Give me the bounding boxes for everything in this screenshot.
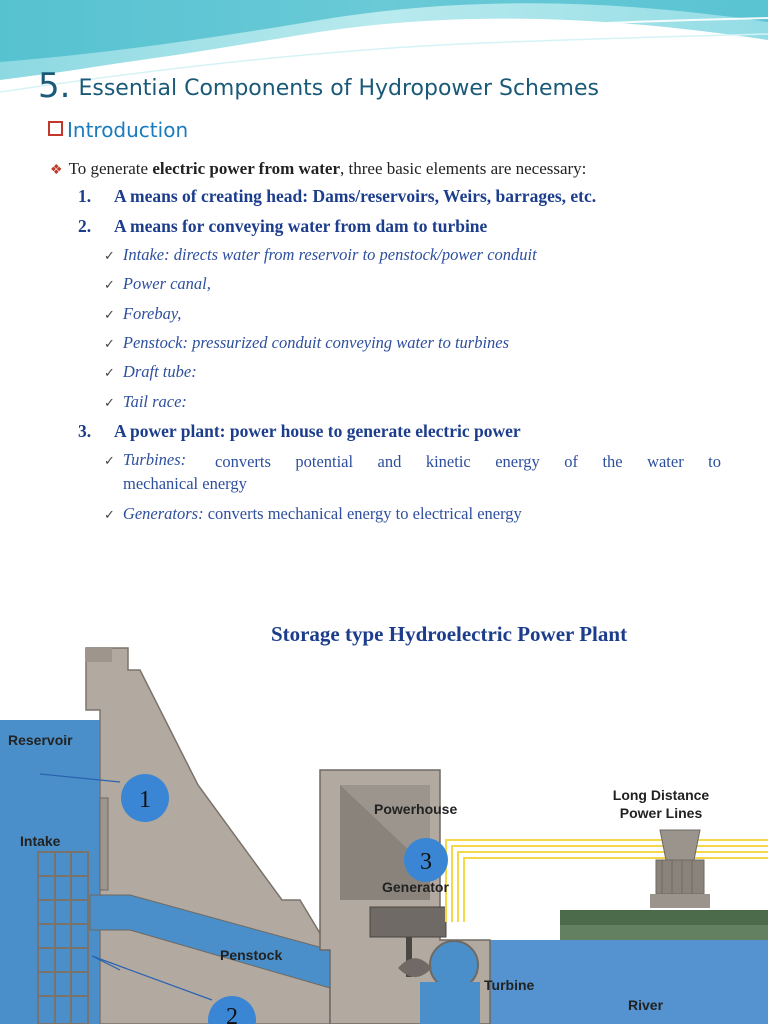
sub-item-text: Forebay, bbox=[122, 304, 182, 323]
item-number: 2. bbox=[78, 216, 92, 236]
label-generator: Generator bbox=[382, 879, 449, 895]
item-text: A power plant: power house to generate electric power bbox=[114, 421, 521, 441]
generator bbox=[370, 907, 446, 937]
checkmark-icon: ✓ bbox=[104, 365, 115, 380]
slide-number: 5. bbox=[38, 66, 71, 106]
diagram-title: Storage type Hydroelectric Power Plant bbox=[270, 622, 628, 646]
turbine bbox=[430, 941, 478, 989]
sub-item-text: Penstock: pressurized conduit conveying water to turbines bbox=[122, 333, 510, 352]
diamond-bullet-icon: ❖ bbox=[50, 163, 63, 178]
sub-item-text: Draft tube: bbox=[122, 362, 197, 381]
list-item-3 bbox=[78, 421, 521, 442]
marker-2-label: 2 bbox=[226, 1004, 238, 1024]
label-powerhouse: Powerhouse bbox=[374, 801, 458, 817]
checkmark-icon: ✓ bbox=[104, 453, 115, 468]
sub-item-desc: converts mechanical energy to electrical energy bbox=[207, 504, 522, 523]
sub-item-turbines-desc bbox=[123, 450, 721, 474]
sub-item-term: Generators: bbox=[122, 504, 204, 523]
sub-item-text: Power canal, bbox=[122, 274, 211, 293]
label-intake: Intake bbox=[20, 833, 61, 849]
lead-bold: electric power from water bbox=[152, 159, 341, 178]
sub-item-desc: converts potential and kinetic energy of the water to bbox=[215, 452, 721, 471]
list-item-2 bbox=[78, 216, 487, 237]
sub-item-term: Turbines: bbox=[122, 450, 187, 469]
label-penstock: Penstock bbox=[220, 947, 283, 963]
checkmark-icon: ✓ bbox=[104, 395, 115, 410]
reservoir-water bbox=[0, 720, 100, 1024]
label-power-lines-1: Long Distance bbox=[612, 787, 710, 803]
item-text: A means of creating head: Dams/reservoirs, Weirs, barrages, etc. bbox=[114, 186, 597, 206]
label-reservoir: Reservoir bbox=[8, 732, 73, 748]
label-power-lines-2: Power Lines bbox=[619, 805, 703, 821]
item-text: A means for conveying water from dam to turbine bbox=[114, 216, 488, 236]
checkmark-icon: ✓ bbox=[104, 307, 115, 322]
section-heading-text: Introduction bbox=[67, 118, 189, 142]
label-turbine: Turbine bbox=[484, 977, 535, 993]
slide-title bbox=[38, 66, 599, 106]
marker-3-label: 3 bbox=[420, 849, 432, 875]
sub-item-text: Intake: directs water from reservoir to penstock/power conduit bbox=[122, 245, 537, 264]
sub-item-penstock bbox=[104, 333, 509, 353]
sub-item-text: Tail race: bbox=[122, 392, 187, 411]
sub-item-turbines-desc-2 bbox=[123, 474, 247, 494]
checkmark-icon: ✓ bbox=[104, 277, 115, 292]
hydro-plant-diagram bbox=[0, 570, 768, 1024]
sub-item-tail-race bbox=[104, 392, 187, 412]
sub-item-power-canal bbox=[104, 274, 211, 294]
section-heading bbox=[48, 118, 188, 142]
item-number: 3. bbox=[78, 421, 92, 441]
sub-item-desc: mechanical energy bbox=[123, 474, 247, 493]
sub-item-intake bbox=[104, 245, 537, 265]
square-bullet-icon bbox=[48, 121, 63, 136]
slide-title-text: Essential Components of Hydropower Schemes bbox=[78, 76, 599, 101]
item-number: 1. bbox=[78, 186, 92, 206]
lead-suffix: , three basic elements are necessary: bbox=[340, 159, 587, 178]
marker-1-label: 1 bbox=[139, 787, 151, 813]
lead-sentence bbox=[50, 159, 586, 179]
label-river: River bbox=[628, 997, 664, 1013]
lead-prefix: To generate bbox=[68, 159, 153, 178]
checkmark-icon: ✓ bbox=[104, 248, 115, 263]
sub-item-forebay bbox=[104, 304, 181, 324]
sub-item-generators bbox=[104, 504, 522, 524]
checkmark-icon: ✓ bbox=[104, 336, 115, 351]
list-item-1 bbox=[78, 186, 596, 207]
checkmark-icon: ✓ bbox=[104, 507, 115, 522]
sub-item-draft-tube bbox=[104, 362, 197, 382]
